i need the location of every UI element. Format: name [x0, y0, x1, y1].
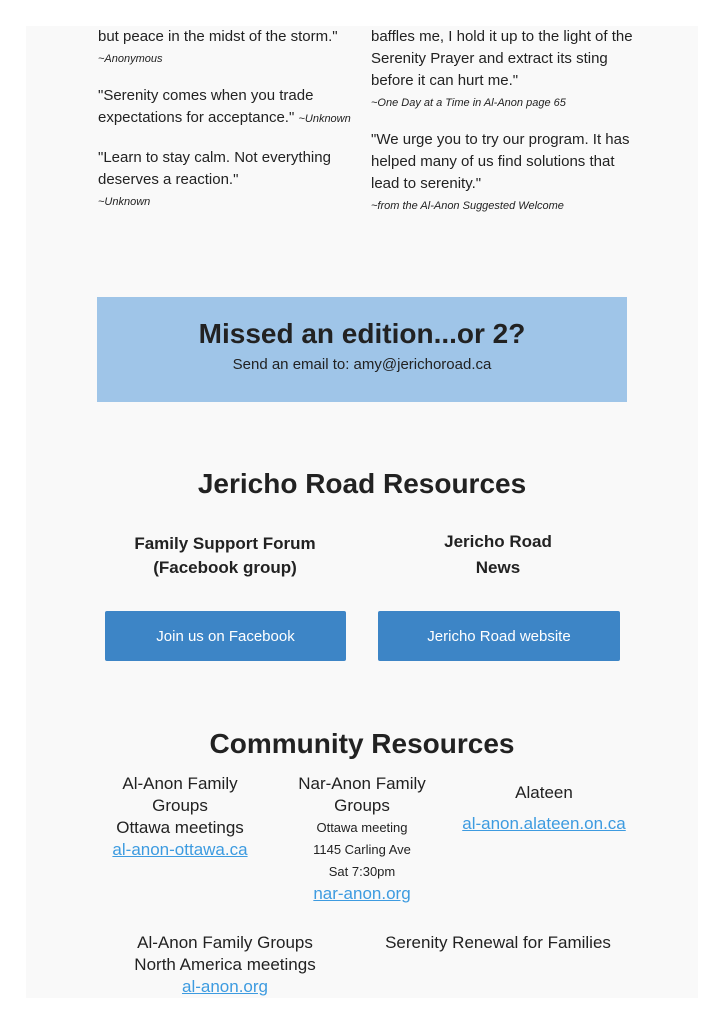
banner-title: Missed an edition...or 2?: [198, 318, 526, 349]
quote-text-span: "Serenity comes when you trade expectations for acceptance.": [98, 87, 314, 126]
label-line: News: [475, 558, 521, 577]
banner-subtitle: Send an email to: amy@jerichoroad.ca: [232, 356, 492, 373]
naranon-link[interactable]: nar-anon.org: [313, 884, 411, 903]
resource-name-line: Serenity Renewal for Families: [385, 933, 611, 952]
resource-name-line: Al-Anon Family Groups: [137, 933, 313, 952]
quote-source: ~One Day at a Time in Al-Anon page 65: [371, 97, 566, 109]
meeting-info-line: 1145 Carling Ave: [313, 842, 411, 857]
quote-text: "We urge you to try our program. It has helped many of us find solutions that lead to serenity.": [371, 131, 630, 192]
naranon-block: [272, 773, 452, 905]
quotes-left-column: [98, 26, 363, 228]
join-facebook-button[interactable]: Join us on Facebook: [105, 611, 346, 661]
alanon-ottawa-link[interactable]: al-anon-ottawa.ca: [112, 840, 248, 859]
missed-edition-banner: [97, 297, 627, 402]
quote-source: ~Unknown: [98, 196, 151, 208]
alateen-link[interactable]: al-anon.alateen.on.ca: [462, 814, 626, 833]
label-line: Family Support Forum: [134, 534, 316, 553]
jericho-website-button[interactable]: Jericho Road website: [378, 611, 620, 661]
quote-item: [98, 26, 363, 67]
serenity-renewal-block: [368, 932, 628, 954]
quote-source: ~Anonymous: [98, 53, 163, 65]
quote-text: "Learn to stay calm. Not everything deserves a reaction.": [98, 149, 331, 188]
resource-name-line: Alateen: [515, 783, 573, 802]
quote-text: but peace in the midst of the storm.": [98, 28, 338, 45]
family-support-forum-label: [105, 532, 345, 580]
resource-name-line: Groups: [152, 796, 208, 815]
label-line: Jericho Road: [444, 532, 552, 551]
quote-text: baffles me, I hold it up to the light of the Serenity Prayer and extract its sting before it can hurt me.": [371, 28, 633, 89]
alanon-ottawa-block: [90, 773, 270, 861]
resource-name-line: Groups: [334, 796, 390, 815]
quote-source: ~Unknown: [298, 113, 351, 125]
meeting-info-line: Sat 7:30pm: [328, 864, 396, 879]
resource-name-line: North America meetings: [134, 955, 316, 974]
quote-item: [371, 26, 636, 111]
quote-item: [98, 147, 363, 210]
quote-source: ~from the Al-Anon Suggested Welcome: [371, 200, 564, 212]
quotes-right-column: [371, 26, 636, 232]
resource-name-line: Al-Anon Family: [122, 774, 238, 793]
alanon-north-america-block: [115, 932, 335, 998]
label-line: (Facebook group): [153, 558, 297, 577]
community-resources-title: Community Resources: [209, 728, 515, 759]
quote-item: [98, 85, 363, 129]
jericho-news-label: [378, 529, 618, 581]
quote-item: [371, 129, 636, 214]
alateen-block: [454, 782, 634, 835]
resource-name-line: Nar-Anon Family: [298, 774, 426, 793]
jericho-resources-title: Jericho Road Resources: [197, 468, 527, 499]
resource-name-line: Ottawa meetings: [116, 818, 244, 837]
meeting-info-line: Ottawa meeting: [316, 820, 408, 835]
newsletter-page: [26, 26, 698, 998]
alanon-org-link[interactable]: al-anon.org: [181, 977, 268, 996]
quote-text: [98, 85, 363, 129]
